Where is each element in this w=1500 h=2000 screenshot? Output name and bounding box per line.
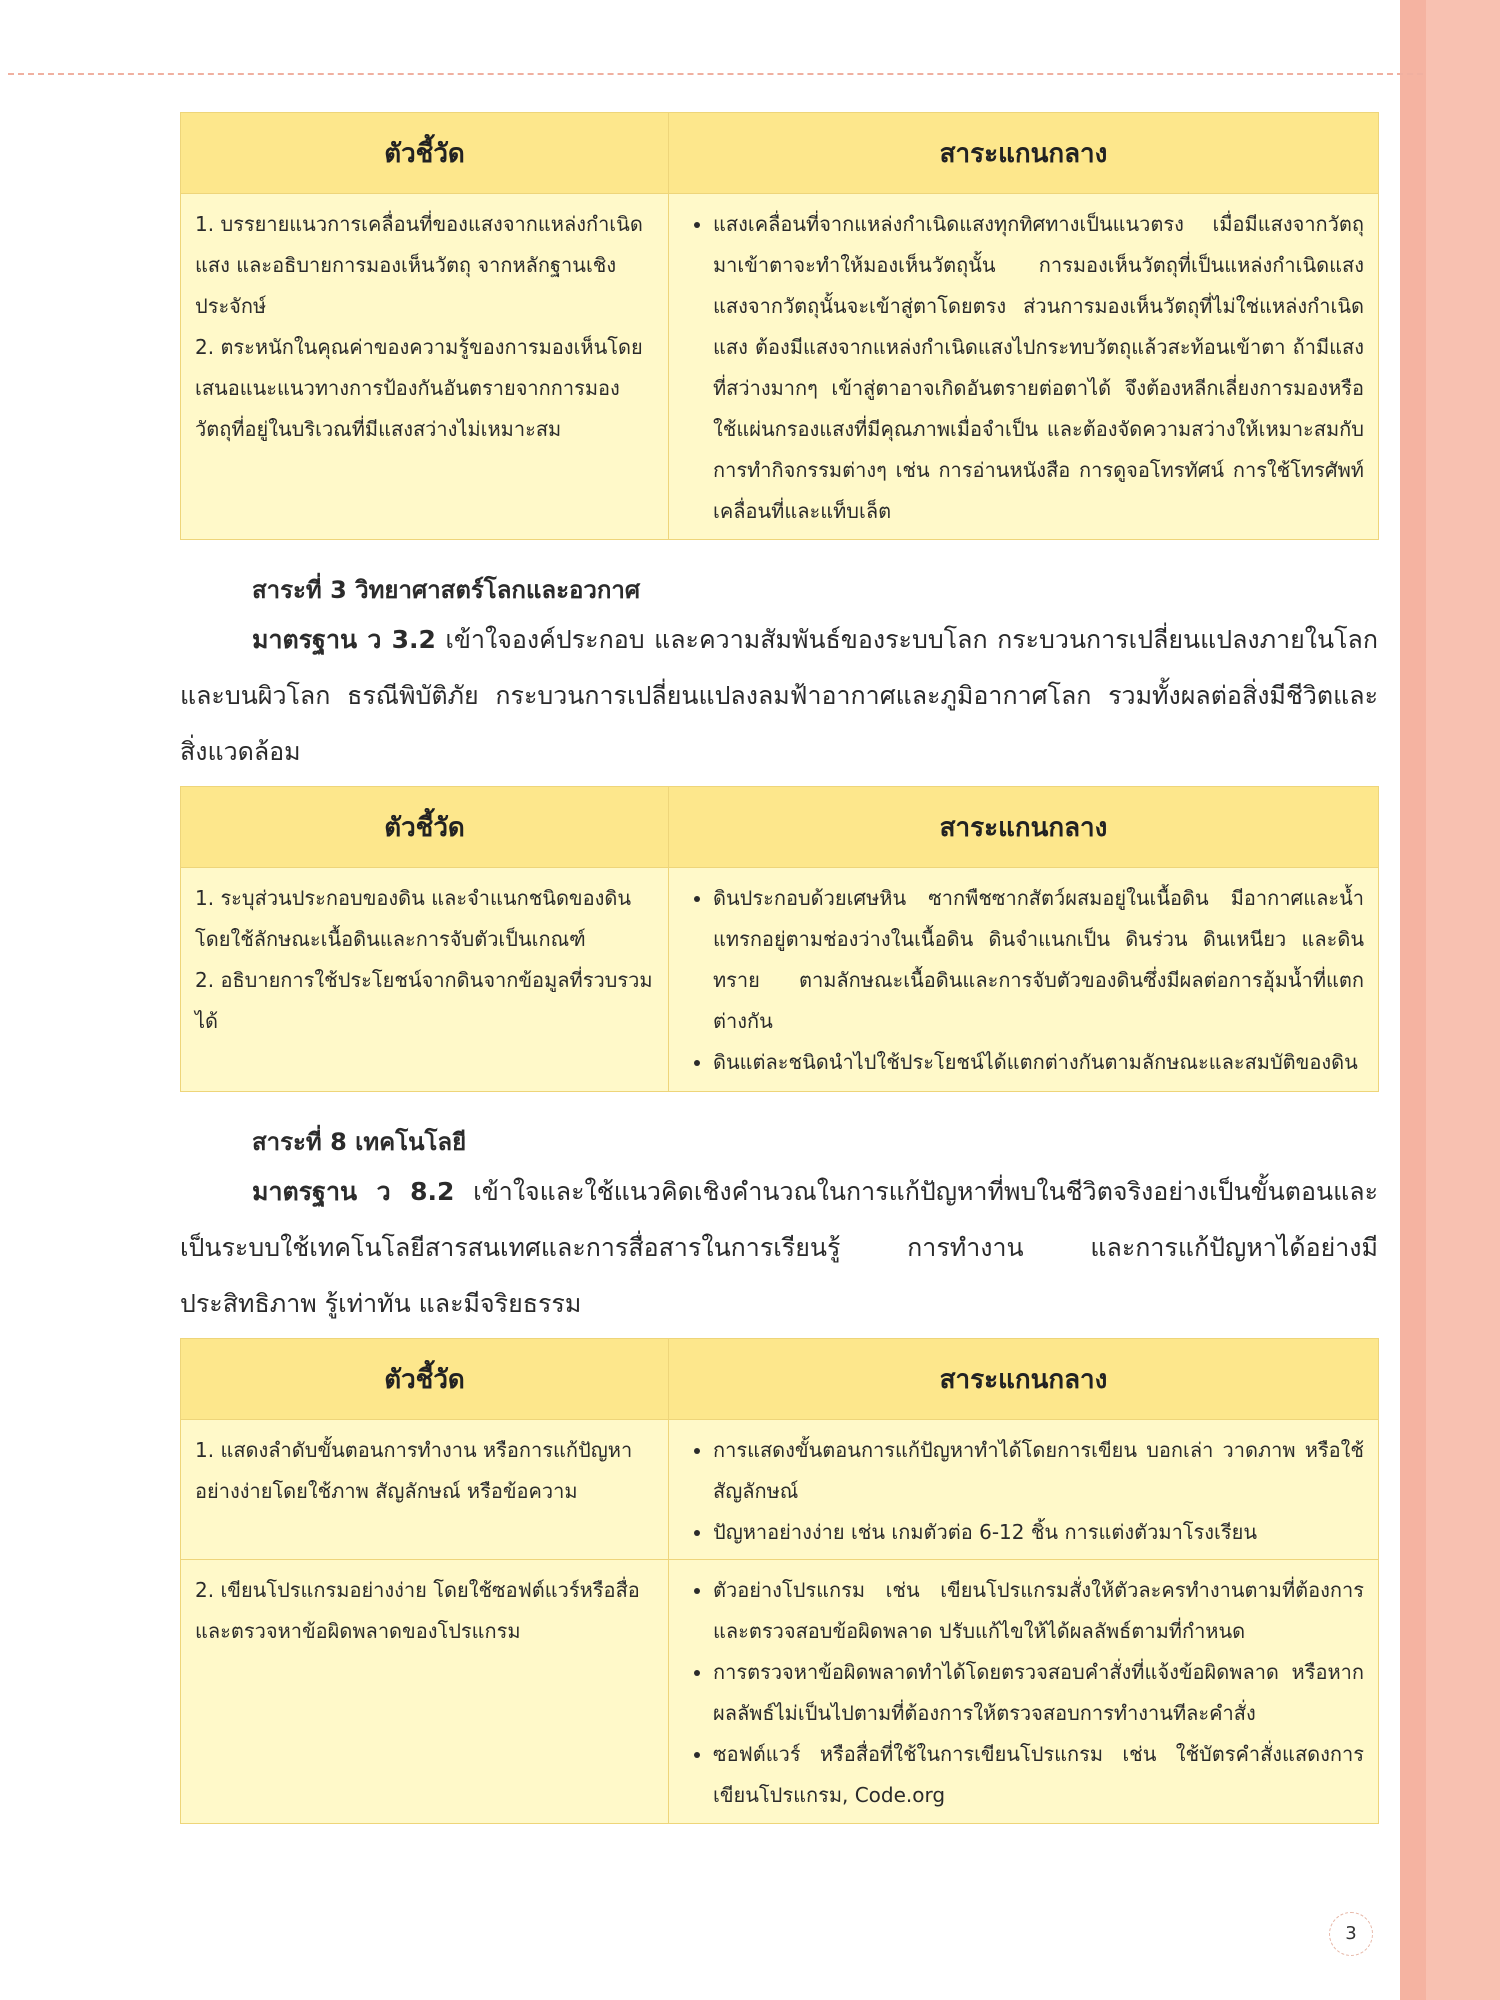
indicator-item: 2. อธิบายการใช้ประโยชน์จากดินจากข้อมูลที่รวบรวมได้ [195,968,653,1033]
core-content-item: • ดินแต่ละชนิดนำไปใช้ประโยชน์ได้แตกต่างกันตามลักษณะและสมบัติของดิน [713,1042,1364,1083]
core-content-cell [669,194,1379,540]
indicator-table-soil [180,786,1379,1092]
header-indicator: ตัวชี้วัด [181,113,669,194]
standard-label: มาตรฐาน ว 8.2 [252,1177,455,1206]
header-core-content: สาระแกนกลาง [669,113,1379,194]
core-content-cell [669,1560,1379,1824]
core-content-item: • ดินประกอบด้วยเศษหิน ซากพืชซากสัตว์ผสมอยู่ในเนื้อดิน มีอากาศและน้ำแทรกอยู่ตามช่องว่างในเนื้อดิน ดินจำแนกเป็น ดินร่วน ดินเหนียว และดินทราย ตามลักษณะเนื้อดินและการจับตัวของดินซึ่งมีผลต่อการอุ้มน้ำที่แตกต่างกัน [713,878,1364,1042]
indicator-item: 1. บรรยายแนวการเคลื่อนที่ของแสงจากแหล่งกำเนิดแสง และอธิบายการมองเห็นวัตถุ จากหลักฐานเชิงประจักษ์ [195,212,643,318]
core-content-item: • ตัวอย่างโปรแกรม เช่น เขียนโปรแกรมสั่งให้ตัวละครทำงานตามที่ต้องการ และตรวจสอบข้อผิดพลาด ปรับแก้ไขให้ได้ผลลัพธ์ตามที่กำหนด [713,1570,1364,1652]
standard-label: มาตรฐาน ว 3.2 [252,625,436,654]
page-number: 3 [1329,1912,1373,1956]
indicator-item: 1. ระบุส่วนประกอบของดิน และจำแนกชนิดของดินโดยใช้ลักษณะเนื้อดินและการจับตัวเป็นเกณฑ์ [195,886,632,951]
indicator-table-technology [180,1338,1379,1824]
standard-text: เข้าใจองค์ประกอบ และความสัมพันธ์ของระบบโลก กระบวนการเปลี่ยนแปลงภายในโลกและบนผิวโลก ธรณีพิบัติภัย กระบวนการเปลี่ยนแปลงลมฟ้าอากาศและภูมิอากาศโลก รวมทั้งผลต่อสิ่งมีชีวิตและสิ่งแวดล้อม [180,625,1378,766]
standard-8-2 [180,1164,1378,1332]
indicator-cell [181,1560,669,1824]
header-indicator: ตัวชี้วัด [181,787,669,868]
indicator-cell [181,868,669,1092]
indicator-cell [181,1420,669,1560]
page-content [180,112,1378,1824]
core-content-item: • แสงเคลื่อนที่จากแหล่งกำเนิดแสงทุกทิศทางเป็นแนวตรง เมื่อมีแสงจากวัตถุมาเข้าตาจะทำให้มองเห็นวัตถุนั้น การมองเห็นวัตถุที่เป็นแหล่งกำเนิดแสง แสงจากวัตถุนั้นจะเข้าสู่ตาโดยตรง ส่วนการมองเห็นวัตถุที่ไม่ใช่แหล่งกำเนิดแสง ต้องมีแสงจากแหล่งกำเนิดแสงไปกระทบวัตถุแล้วสะท้อนเข้าตา ถ้ามีแสงที่สว่างมากๆ เข้าสู่ตาอาจเกิดอันตรายต่อตาได้ จึงต้องหลีกเลี่ยงการมองหรือใช้แผ่นกรองแสงที่มีคุณภาพเมื่อจำเป็น และต้องจัดความสว่างให้เหมาะสมกับการทำกิจกรรมต่างๆ เช่น การอ่านหนังสือ การดูจอโทรทัศน์ การใช้โทรศัพท์เคลื่อนที่และแท็บเล็ต [713,204,1364,532]
core-content-item: • ซอฟต์แวร์ หรือสื่อที่ใช้ในการเขียนโปรแกรม เช่น ใช้บัตรคำสั่งแสดงการเขียนโปรแกรม, Code.org [713,1734,1364,1816]
indicator-cell [181,194,669,540]
core-content-item: • การตรวจหาข้อผิดพลาดทำได้โดยตรวจสอบคำสั่งที่แจ้งข้อผิดพลาด หรือหากผลลัพธ์ไม่เป็นไปตามที่ต้องการให้ตรวจสอบการทำงานทีละคำสั่ง [713,1652,1364,1734]
strand-8-title: สาระที่ 8 เทคโนโลยี [252,1128,467,1156]
indicator-item: 1. แสดงลำดับขั้นตอนการทำงาน หรือการแก้ปัญหาอย่างง่ายโดยใช้ภาพ สัญลักษณ์ หรือข้อความ [195,1438,633,1503]
core-content-cell [669,1420,1379,1560]
strand-3-title: สาระที่ 3 วิทยาศาสตร์โลกและอวกาศ [252,576,641,604]
core-content-item: • การแสดงขั้นตอนการแก้ปัญหาทำได้โดยการเขียน บอกเล่า วาดภาพ หรือใช้สัญลักษณ์ [713,1430,1364,1512]
header-core-content: สาระแกนกลาง [669,1339,1379,1420]
header-indicator: ตัวชี้วัด [181,1339,669,1420]
core-content-cell [669,868,1379,1092]
side-decorative-band [1400,0,1500,2000]
standard-3-2 [180,612,1378,780]
indicator-item: 2. เขียนโปรแกรมอย่างง่าย โดยใช้ซอฟต์แวร์หรือสื่อและตรวจหาข้อผิดพลาดของโปรแกรม [195,1578,640,1643]
header-core-content: สาระแกนกลาง [669,787,1379,868]
core-content-item: • ปัญหาอย่างง่าย เช่น เกมตัวต่อ 6-12 ชิ้น การแต่งตัวมาโรงเรียน [713,1512,1364,1553]
top-dashed-divider [8,73,1423,75]
standard-text: เข้าใจและใช้แนวคิดเชิงคำนวณในการแก้ปัญหาที่พบในชีวิตจริงอย่างเป็นขั้นตอนและเป็นระบบใช้เทคโนโลยีสารสนเทศและการสื่อสารในการเรียนรู้ การทำงาน และการแก้ปัญหาได้อย่างมีประสิทธิภาพ รู้เท่าทัน และมีจริยธรรม [180,1177,1379,1318]
indicator-item: 2. ตระหนักในคุณค่าของความรู้ของการมองเห็นโดยเสนอแนะแนวทางการป้องกันอันตรายจากการมองวัตถุที่อยู่ในบริเวณที่มีแสงสว่างไม่เหมาะสม [195,335,643,441]
indicator-table-light [180,112,1379,540]
